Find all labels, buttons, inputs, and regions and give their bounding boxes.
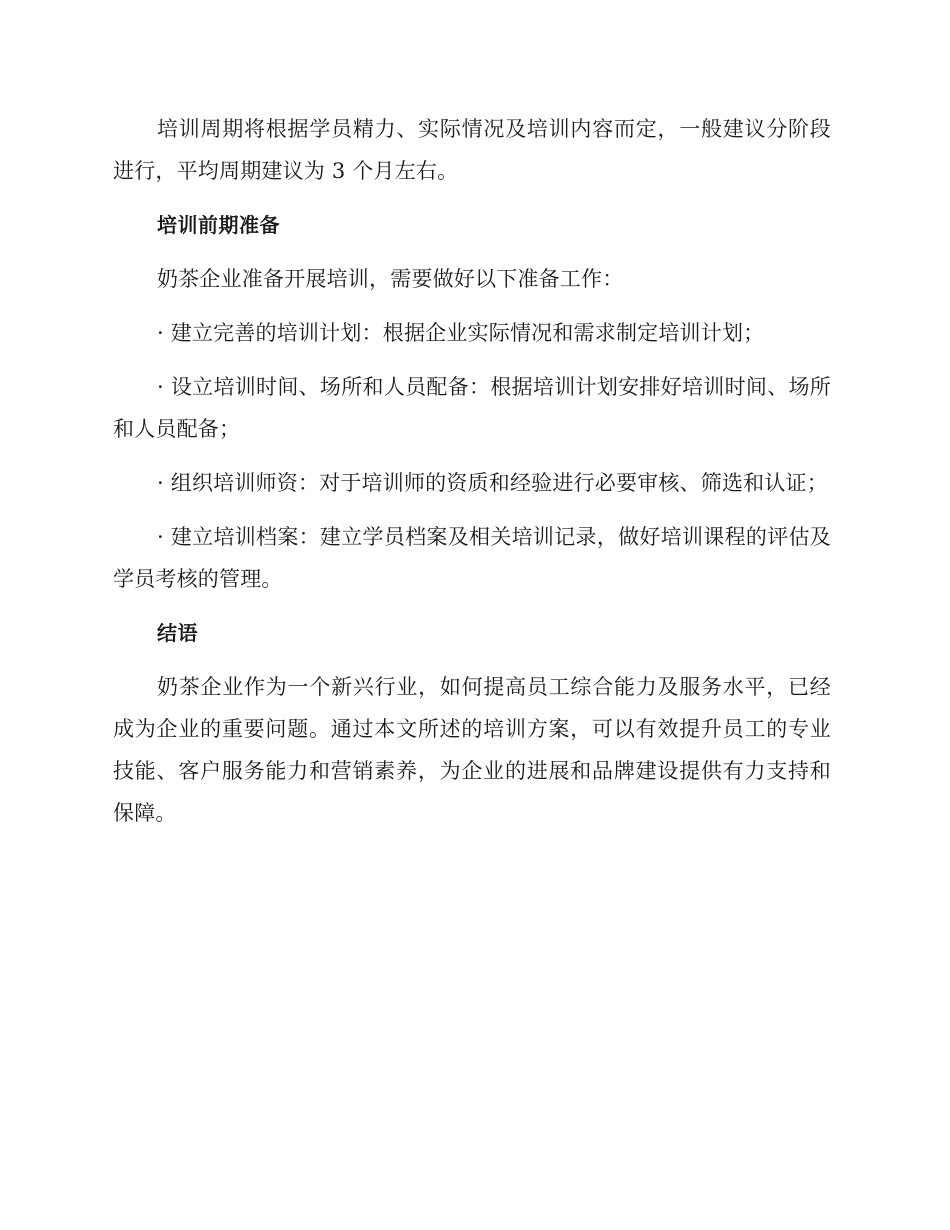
prep-intro-paragraph: 奶茶企业准备开展培训，需要做好以下准备工作： xyxy=(157,267,624,291)
prep-list-item-plan: · 建立完善的培训计划：根据企业实际情况和需求制定培训计划； xyxy=(157,321,765,345)
conclusion-paragraph: 奶茶企业作为一个新兴行业，如何提高员工综合能力及服务水平，已经成为企业的重要问题。通过本文所述的培训方案，可以有效提升员工的专业技能、客户服务能力和营销素养，为企业的进展和品牌建设提供有力支持和保障。 xyxy=(113,675,831,825)
prep-list-item-records: · 建立培训档案：建立学员档案及相关培训记录，做好培训课程的评估及学员考核的管理。 xyxy=(113,525,831,591)
prep-list-item-schedule: · 设立培训时间、场所和人员配备：根据培训计划安排好培训时间、场所和人员配备； xyxy=(113,375,831,441)
prep-list-item-trainers: · 组织培训师资：对于培训师的资质和经验进行必要审核、筛选和认证； xyxy=(157,471,828,495)
section-heading-prep: 培训前期准备 xyxy=(157,213,280,237)
document-body xyxy=(113,108,831,846)
section-heading-conclusion: 结语 xyxy=(157,621,198,645)
intro-paragraph: 培训周期将根据学员精力、实际情况及培训内容而定，一般建议分阶段进行，平均周期建议为 3 个月左右。 xyxy=(113,117,831,183)
